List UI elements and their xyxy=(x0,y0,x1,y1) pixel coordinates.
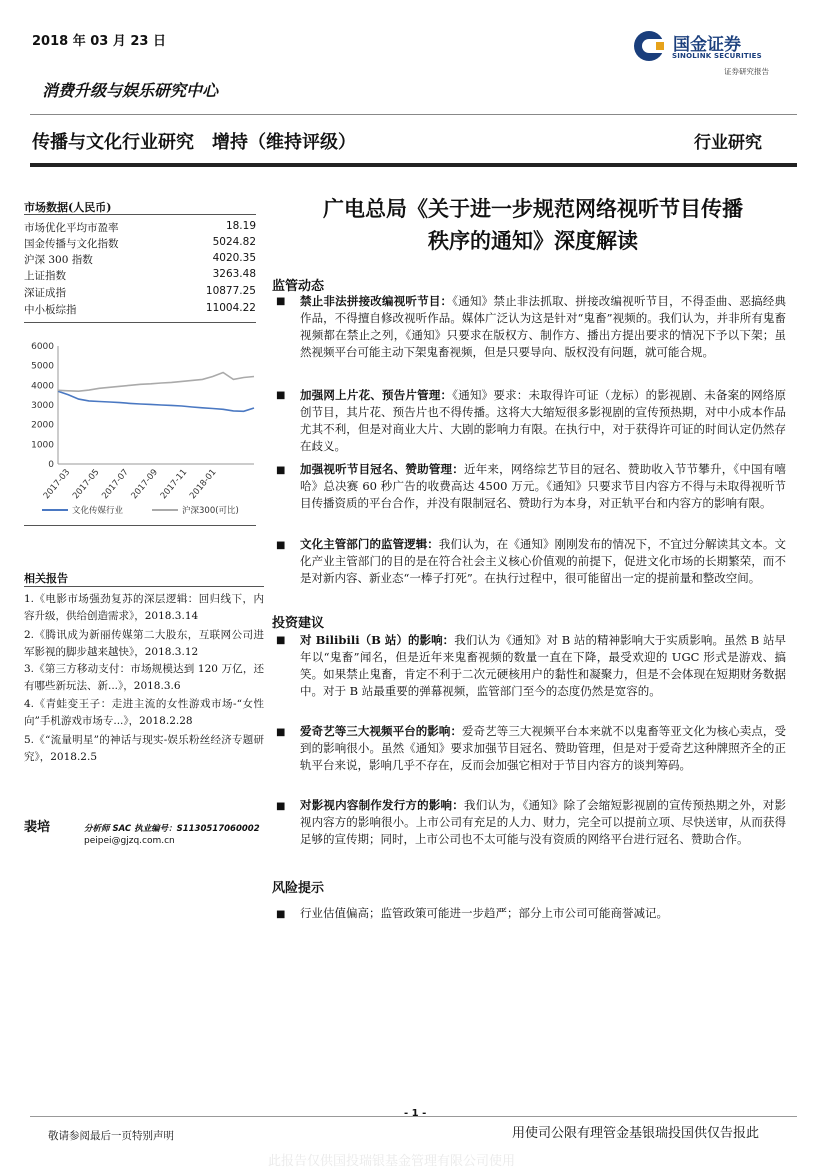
paragraph-heading: 加强网上片花、预告片管理： xyxy=(300,388,453,402)
paragraph xyxy=(300,797,786,848)
index-comparison-chart xyxy=(22,338,262,518)
market-data-rule-bottom xyxy=(24,322,256,323)
paragraph-heading: 对影视内容制作发行方的影响： xyxy=(300,798,464,812)
market-row-label: 中小板综指 xyxy=(24,304,77,316)
bullet-square-icon: ■ xyxy=(276,296,286,307)
market-row xyxy=(24,220,256,235)
usage-statement: 用使司公限有理管金基银瑞投国供仅告报此 xyxy=(512,1126,760,1141)
paragraph xyxy=(300,632,786,700)
paragraph-body: 我们认为，在《通知》刚刚发布的情况下，不宜过分解读其文本。文化产业主管部门的目的是在符合社会主义核心价值观的前提下，促进文化市场的长期繁荣，而不是对新内容、新业态“一棒子打死”。在执行过程中，很可能留出一定的提前量和整改空间。 xyxy=(300,537,787,585)
research-center-name: 消费升级与娱乐研究中心 xyxy=(42,81,219,100)
bullet-square-icon: ■ xyxy=(276,390,286,401)
x-tick-label: 2017-05 xyxy=(71,467,102,502)
paragraph-body: 我们认为，《通知》除了会缩短影视剧的宣传预热期之外，对影视内容方的影响很小。上市公司有充足的人力、财力，完全可以提前立项、尽快送审，从而获得足够的宣传期；同时，上市公司也不太可能与没有资质的网络平台进行冠名、赞助合作。 xyxy=(300,798,787,846)
y-tick-label: 4000 xyxy=(31,381,54,392)
y-tick-label: 6000 xyxy=(31,342,54,352)
analyst-name: 裴培 xyxy=(24,820,51,835)
analyst-certification: 分析师 SAC 执业编号：S1130517060002 xyxy=(84,824,260,834)
paragraph xyxy=(300,461,786,512)
report-title-line: 秩序的通知》深度解读 xyxy=(428,228,638,253)
market-row-value: 5024.82 xyxy=(212,236,256,248)
page-number: - 1 - xyxy=(404,1108,427,1119)
series-line xyxy=(58,373,254,392)
header-thick-rule xyxy=(30,163,797,167)
market-row-label: 上证指数 xyxy=(24,270,66,282)
paragraph-heading: 加强视听节目冠名、赞助管理： xyxy=(300,462,464,476)
chart-rule-bottom xyxy=(24,525,256,526)
paragraph-heading: 禁止非法拼接改编视听节目： xyxy=(300,294,453,308)
market-row xyxy=(24,268,256,283)
market-row xyxy=(24,236,256,251)
market-row-label: 市场优化平均市盈率 xyxy=(24,222,119,234)
report-date: 2018 年 03 月 23 日 xyxy=(32,34,166,49)
bullet-square-icon: ■ xyxy=(276,909,286,920)
series-line xyxy=(58,391,254,411)
paragraph-heading: 文化主管部门的监管逻辑： xyxy=(300,537,439,551)
paragraph xyxy=(300,293,786,361)
market-row-label: 沪深 300 指数 xyxy=(24,254,93,266)
bullet-square-icon: ■ xyxy=(276,540,286,551)
market-row-label: 国金传播与文化指数 xyxy=(24,238,119,250)
paragraph xyxy=(300,387,786,455)
market-row-value: 10877.25 xyxy=(205,285,256,297)
market-row-label: 深证成指 xyxy=(24,287,66,299)
bullet-square-icon: ■ xyxy=(276,801,286,812)
related-report-item: 3.《第三方移动支付：市场规模达到 120 万亿，还有哪些新玩法、新...》，2018.3.6 xyxy=(24,663,264,692)
section-heading: 监管动态 xyxy=(272,279,325,294)
x-tick-label: 2017-07 xyxy=(100,467,131,502)
watermark: 此报告仅供国投瑞银基金管理有限公司使用 xyxy=(268,1154,516,1169)
x-tick-label: 2017-09 xyxy=(129,467,161,502)
related-report-item: 4.《青蛙变王子：走进主流的女性游戏市场-“女性向”手机游戏市场专...》，2018.2.28 xyxy=(24,698,264,727)
related-report-item: 1.《电影市场强劲复苏的深层逻辑：回归线下，内容升级，供给创造需求》，2018.3.14 xyxy=(24,593,264,622)
y-tick-label: 5000 xyxy=(31,361,54,372)
x-tick-label: 2017-11 xyxy=(158,467,190,502)
industry-rating-title: 传播与文化行业研究 增持（维持评级） xyxy=(32,132,356,153)
market-row-value: 4020.35 xyxy=(212,252,256,264)
bullet-square-icon: ■ xyxy=(276,465,286,476)
market-row xyxy=(24,252,256,267)
paragraph-body: 《通知》禁止非法抓取、拼接改编视听节目，不得歪曲、恶搞经典作品，不得擅自修改视听作品。媒体广泛认为这是针对“鬼畜”视频的。我们认为，并非所有鬼畜视频都在禁止之列，《通知》只要求在版权方、制作方、播出方提出要求的情况下予以下架；虽然视频平台可能主动下架鬼畜视频，但是只要导向、版权没有问题，就可能合规。 xyxy=(300,294,787,359)
x-tick-label: 2018-01 xyxy=(188,467,219,502)
y-tick-label: 2000 xyxy=(31,420,54,431)
legend-label: 文化传媒行业 xyxy=(72,506,124,516)
market-row xyxy=(24,285,256,300)
analyst-email[interactable]: peipei@gjzq.com.cn xyxy=(84,836,175,846)
y-tick-label: 1000 xyxy=(31,440,54,451)
header-divider xyxy=(30,114,797,115)
paragraph-heading: 对 Bilibili（B 站）的影响： xyxy=(300,633,455,647)
section-heading: 投资建议 xyxy=(272,616,325,631)
brand-subtitle: 证券研究报告 xyxy=(724,67,769,76)
related-report-item: 5.《“流量明星”的神话与现实-娱乐粉丝经济专题研究》，2018.2.5 xyxy=(24,734,264,763)
paragraph xyxy=(300,723,786,774)
bullet-square-icon: ■ xyxy=(276,635,286,646)
brand-name-cn: 国金证券 xyxy=(673,35,741,55)
legend-label: 沪深300(可比) xyxy=(182,506,239,516)
paragraph-body: 我们认为《通知》对 B 站的精神影响大于实质影响。虽然 B 站早年以“鬼畜”闻名，但是近年来鬼畜视频的数量一直在下降，最受欢迎的 UGC 形式是游戏、搞笑。如果禁止鬼畜，肯定不利于二次元硬核用户的黏性和凝聚力，但是不会体现在短期财务数据中。对于 B 站最重要的弹幕视频，监管部门至今的态度仍然是宽容的。 xyxy=(300,633,786,698)
report-title-line: 广电总局《关于进一步规范网络视听节目传播 xyxy=(323,196,743,221)
report-title xyxy=(272,193,794,257)
bullet-square-icon: ■ xyxy=(276,727,286,738)
paragraph-body: 《通知》要求：未取得许可证（龙标）的影视剧、未备案的网络原创节目，其片花、预告片也不得传播。这将大大缩短很多影视剧的宣传预热期，对中小成本作品尤其不利，但是对商业大片、大剧的影响力有限。在执行中，对于获得许可证的时间认定仍然存在歧义。 xyxy=(300,388,787,453)
market-row xyxy=(24,302,256,317)
paragraph xyxy=(300,536,786,587)
related-report-item: 2.《腾讯成为新丽传媒第二大股东，互联网公司进军影视的脚步越来越快》，2018.3.12 xyxy=(24,629,264,658)
related-reports-rule xyxy=(24,586,264,587)
x-tick-label: 2017-03 xyxy=(41,467,73,502)
related-reports-title: 相关报告 xyxy=(24,572,68,585)
paragraph-body: 近年来，网络综艺节目的冠名、赞助收入节节攀升，《中国有嘻哈》总决赛 60 秒广告的收费高达 4500 万元。《通知》只要求节目内容方不得与未取得视听节目传播资质的平台合作，并没有限制冠名、赞助行为本身，对正轨平台和内容方的影响有限。 xyxy=(300,462,787,510)
y-tick-label: 3000 xyxy=(31,401,54,411)
market-row-value: 3263.48 xyxy=(212,268,256,280)
section-heading: 风险提示 xyxy=(272,881,325,896)
report-type: 行业研究 xyxy=(694,133,762,153)
paragraph-body: 爱奇艺等三大视频平台本来就不以鬼畜等亚文化为核心卖点，受到的影响很小。虽然《通知》要求加强节目冠名、赞助管理，但是对于爱奇艺这种牌照齐全的正轨平台来说，影响几乎不存在，反而会加强它相对于节目内容方的谈判筹码。 xyxy=(300,724,787,772)
market-data-title: 市场数据(人民币) xyxy=(24,201,112,214)
market-row-value: 18.19 xyxy=(225,220,256,232)
paragraph-heading: 爱奇艺等三大视频平台的影响： xyxy=(300,724,463,738)
risk-paragraph: 行业估值偏高；监管政策可能进一步趋严；部分上市公司可能商誉减记。 xyxy=(300,906,668,920)
y-tick-label: 0 xyxy=(48,460,54,470)
market-row-value: 11004.22 xyxy=(205,302,256,314)
brand-name-en: SINOLINK SECURITIES xyxy=(672,52,762,60)
market-data-rule xyxy=(24,214,256,215)
disclaimer-note: 敬请参阅最后一页特别声明 xyxy=(48,1130,174,1142)
